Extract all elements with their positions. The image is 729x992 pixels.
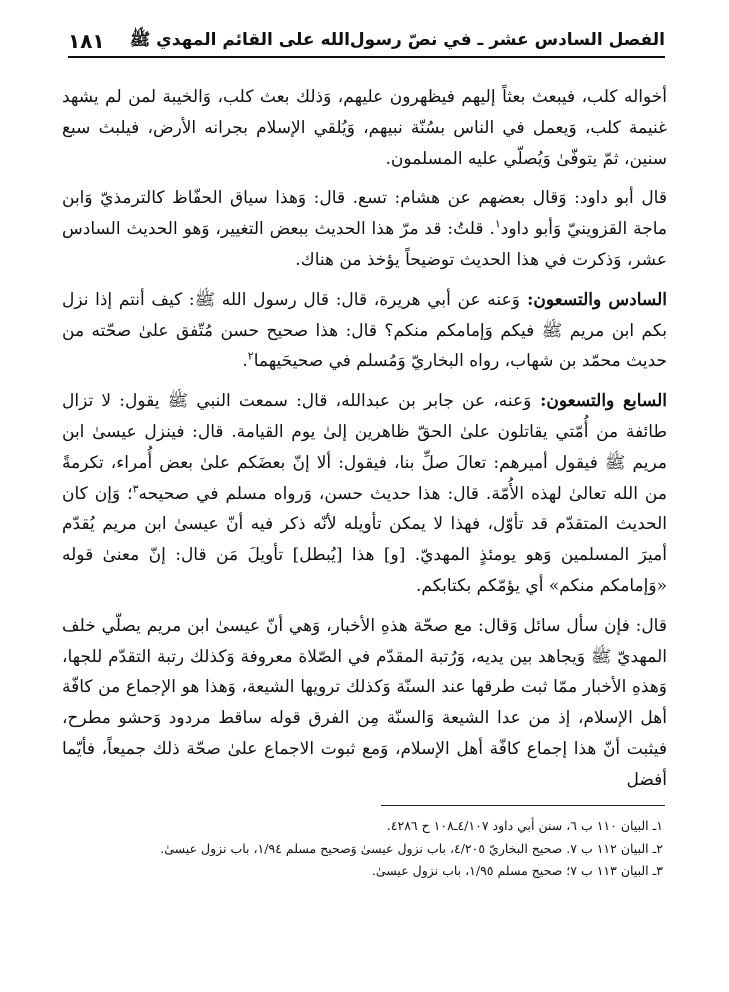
footnote-ref[interactable]: ٣ — [132, 481, 139, 495]
paragraph-text-continued: ؛ وَإن كان الحديث المتقدّم قد تأوّل، فهذا لا يمكن تأويله لأنّه ذكر فيه أنّ عيسىٰ ابن مريم يُقدّم أميرَ المسلمين وَهو يومئذٍ المهديّ. [و] هذا [يُبطل] تأويلَ مَن قال: إنّ معنىٰ قوله «وَإمامكم منكم» أي يؤمّكم بكتابكم. — [62, 483, 667, 596]
paragraph-text: قال أبو داود: وَقال بعضهم عن هشام: تسع. قال: وَهذا سياق الحفّاظ كالترمذيّ وَابن ماجة القزوينيّ وَأبو داود — [62, 188, 668, 240]
paragraph-continuation — [62, 82, 667, 174]
paragraph-text: وَعنه، عن جابر بن عبدالله، قال: سمعت النبي ﷺ يقول: لا تزال طائفة من أُمّتي يقاتلون علىٰ الحقّ ظاهرين إلىٰ يوم القيامة. قال: فينزل عيسىٰ ابن مريم ﷺ فيقول أميرهم: تعالَ صلِّ بنا، فيقول: ألا إنّ بعضَكم علىٰ بعض أُمراء، تكرمةً من الله تعالىٰ لهذه الأُمّة. قال: هذا حديث حسن، وَرواه مسلم في صحيحه — [62, 391, 667, 504]
paragraph-hadith-96 — [62, 285, 667, 377]
running-header — [68, 26, 665, 58]
hadith-heading: السادس والتسعون: — [519, 289, 667, 310]
footnote-ref[interactable]: ١ — [494, 217, 501, 231]
footnote-3: ٣ـ البيان ١١٣ ب ٧؛ صحيح مسلم ١/٩٥، باب نزول عيسىٰ. — [371, 863, 663, 878]
footnote-1: ١ـ البيان ١١٠ ب ٦، سنن أبي داود ٤/١٠٧ـ١٠٨ ح ٤٢٨٦. — [386, 818, 663, 833]
footnote-2: ٢ـ البيان ١١٢ ب ٧. صحيح البخاريّ ٤/٢٠٥، باب نزول عيسىٰ وَصحيح مسلم ١/٩٤، باب نزول عيسىٰ. — [160, 840, 663, 856]
paragraph-text: وَعنه عن أبي هريرة، قال: قال رسول الله ﷺ: كيف أنتم إذا نزل بكم ابن مريم ﷺ فيكم وَإمامكم منكم؟ قال: هذا صحيح حسن مُتّفق علىٰ صحّته من حديث محمّد بن شهاب، رواه البخاريّ وَمُسلم في صحيحَيهما — [62, 289, 667, 372]
paragraph-text-continued: . قلتُ: قد مرّ هذا الحديث ببعض التغيير، وَهو الحديث السادس عشر، وَذكرت في هذا الحديث توضيحاً يؤخذ من هناك. — [62, 219, 667, 270]
footnote-divider — [381, 805, 665, 806]
hadith-heading: السابع والتسعون: — [531, 391, 668, 412]
paragraph-text: أخواله كلب، فيبعث بعثاً إليهم فيظهرون عليهم، وَذلك بعث كلب، وَالخيبة لمن لم يشهد غنيمة كلب، وَيعمل في الناس بسُنّة نبيهم، وَيُلقي الإسلام بجرانه الأرض، فيلبث سبع سنين، ثمّ يتوفّىٰ وَيُصلّي عليه المسلمون. — [62, 87, 667, 169]
paragraph-abu-dawud — [62, 183, 667, 275]
paragraph-text-continued: . — [242, 351, 248, 372]
paragraph-question — [62, 611, 667, 796]
paragraph-hadith-97 — [62, 386, 667, 602]
footnote-ref[interactable]: ٢ — [247, 349, 254, 363]
paragraph-text: قال: فإن سأل سائل وَقال: مع صحّة هذهِ الأخبار، وَهي أنّ عيسىٰ ابن مريم يصلّي خلف المهديّ ﷺ وَيجاهد بين يديه، وَرُتبة المقدّم في الصّلاة معروفة وَكذلك رتبة التقدّم للجها، وَهذهِ الأخبار ممّا ثبت طرقها عند السنّة وَكذلك ترويها الشيعة، وَهذا هو الإجماع من كافّة أهل الإسلام، إذ من عدا الشيعة وَالسنّة مِن الفرق قوله ساقط مردود وَحشو مطرح، فيثبت أنّ هذا إجماع كافّة أهل الإسلام، وَمع ثبوت الاجماع علىٰ صحّة ذلك جميعاً، فأيّما أفضل — [62, 615, 667, 790]
body-text — [62, 82, 667, 805]
page-number: ١٨١ — [68, 29, 105, 53]
header-title: الفصل السادس عشر ـ في نصّ رسول‌الله على القائم المهدي ﷺ — [129, 29, 665, 50]
footnotes — [62, 815, 663, 883]
